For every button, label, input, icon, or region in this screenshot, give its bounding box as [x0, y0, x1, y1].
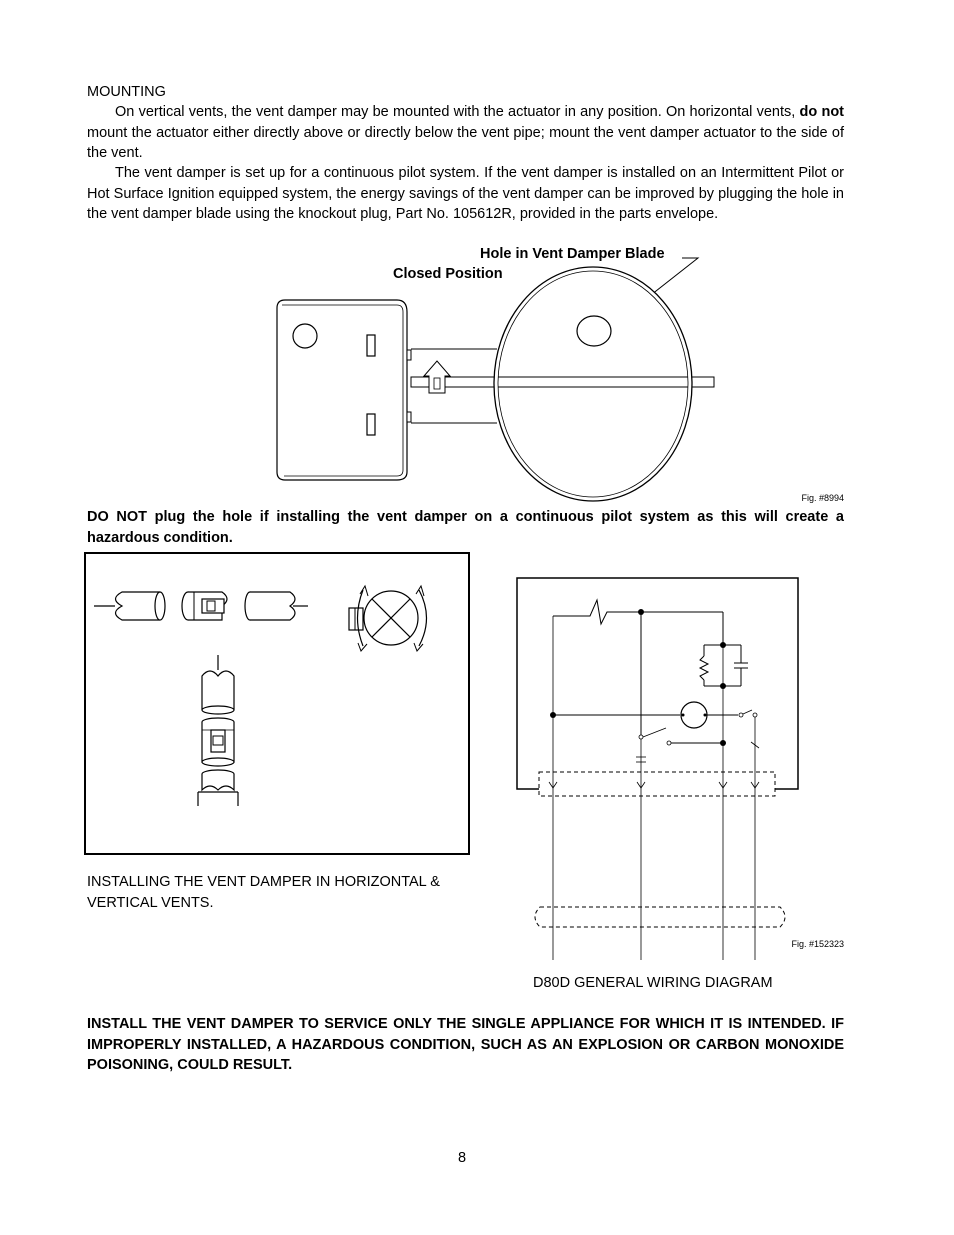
- wiring-diagram: [510, 570, 810, 960]
- connector-block: [539, 772, 775, 796]
- slot-upper: [367, 335, 375, 356]
- label-closed-position: Closed Position: [393, 266, 503, 282]
- fig-number-152323: Fig. #152323: [791, 939, 844, 949]
- slot-lower: [367, 414, 375, 435]
- damper-module-box: [517, 578, 798, 789]
- warning-single-appliance: INSTALL THE VENT DAMPER TO SERVICE ONLY THE SINGLE APPLIANCE FOR WHICH IT IS INTENDED. IF IMPROPERLY INSTALLED, A HAZARDOUS CONDITION, SUCH AS AN EXPLOSION OR CARBON MONOXIDE POISONING, COULD RESULT.: [87, 1016, 844, 1073]
- fig-number-8994: Fig. #8994: [801, 493, 844, 503]
- caption-wiring-diagram: D80D GENERAL WIRING DIAGRAM: [533, 975, 773, 991]
- installation-figure: [84, 552, 464, 852]
- page-number: 8: [458, 1150, 467, 1166]
- paragraph-text: On vertical vents, the vent damper may be mounted with the actuator in any position. On horizontal vents,: [115, 104, 796, 120]
- paragraph-text: mount the actuator either directly above or directly below the vent pipe; mount the vent damper actuator to the side of the vent.: [87, 124, 844, 161]
- caption-installing: INSTALLING THE VENT DAMPER IN HORIZONTAL & VERTICAL VENTS.: [87, 874, 440, 911]
- wire-harness-sleeve: [535, 907, 785, 927]
- emphasis-do-not: do not: [799, 104, 845, 120]
- damper-blade: [494, 267, 692, 501]
- blade-hole: [577, 316, 611, 346]
- label-hole-in-blade: Hole in Vent Damper Blade: [480, 246, 665, 262]
- paragraph-mounting-1: [87, 102, 844, 164]
- vent-damper-figure: [0, 245, 954, 505]
- paragraph-mounting-2: The vent damper is set up for a continuous pilot system. If the vent damper is installed on an Intermittent Pilot or Hot Surface Ignition equipped system, the energy savings of the vent damper can be improved by plugging the hole in the vent damper blade using the knockout plug, Part No. 105612R, provided in the parts envelope.: [87, 165, 844, 222]
- mounting-hole: [293, 324, 317, 348]
- section-heading: MOUNTING: [87, 84, 166, 100]
- motor-symbol: [681, 702, 707, 728]
- warning-continuous-pilot: DO NOT plug the hole if installing the vent damper on a continuous pilot system as this will create a hazardous condition.: [87, 509, 844, 546]
